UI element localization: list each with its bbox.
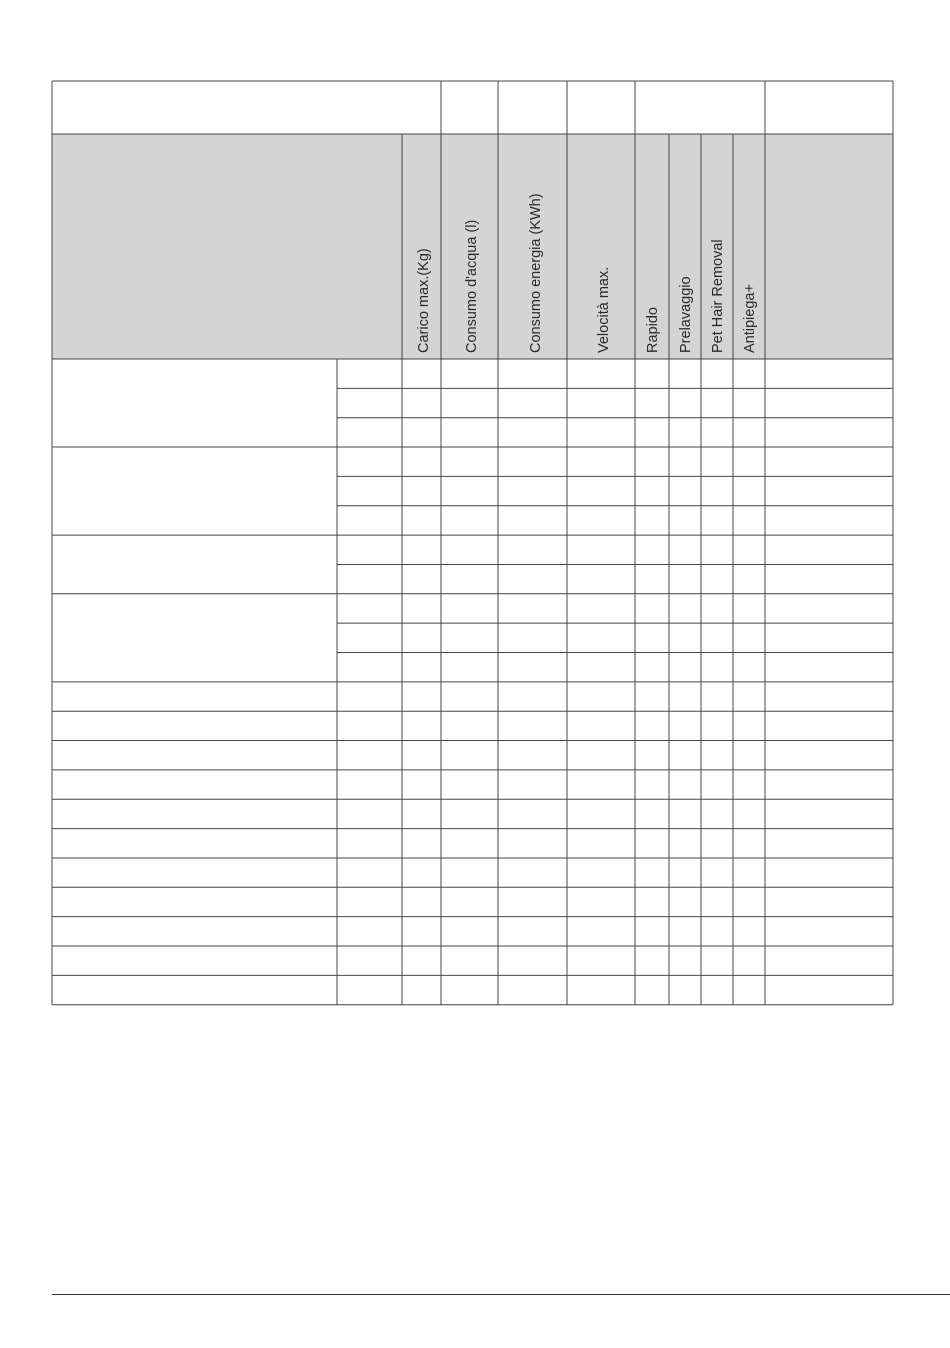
header-velocita-max: Velocità max. <box>596 266 612 353</box>
header-prelavaggio: Prelavaggio <box>678 276 694 353</box>
header-consumo-energia: Consumo energia (KWh) <box>528 193 544 353</box>
header-consumo-acqua: Consumo d'acqua (l) <box>464 219 480 353</box>
footer-rule <box>52 1294 950 1295</box>
header-rapido: Rapido <box>645 307 661 353</box>
header-pet-hair-removal: Pet Hair Removal <box>710 239 726 353</box>
header-antipiega: Antipiega+ <box>742 284 758 353</box>
header-carico-max: Carico max.(Kg) <box>416 248 432 353</box>
